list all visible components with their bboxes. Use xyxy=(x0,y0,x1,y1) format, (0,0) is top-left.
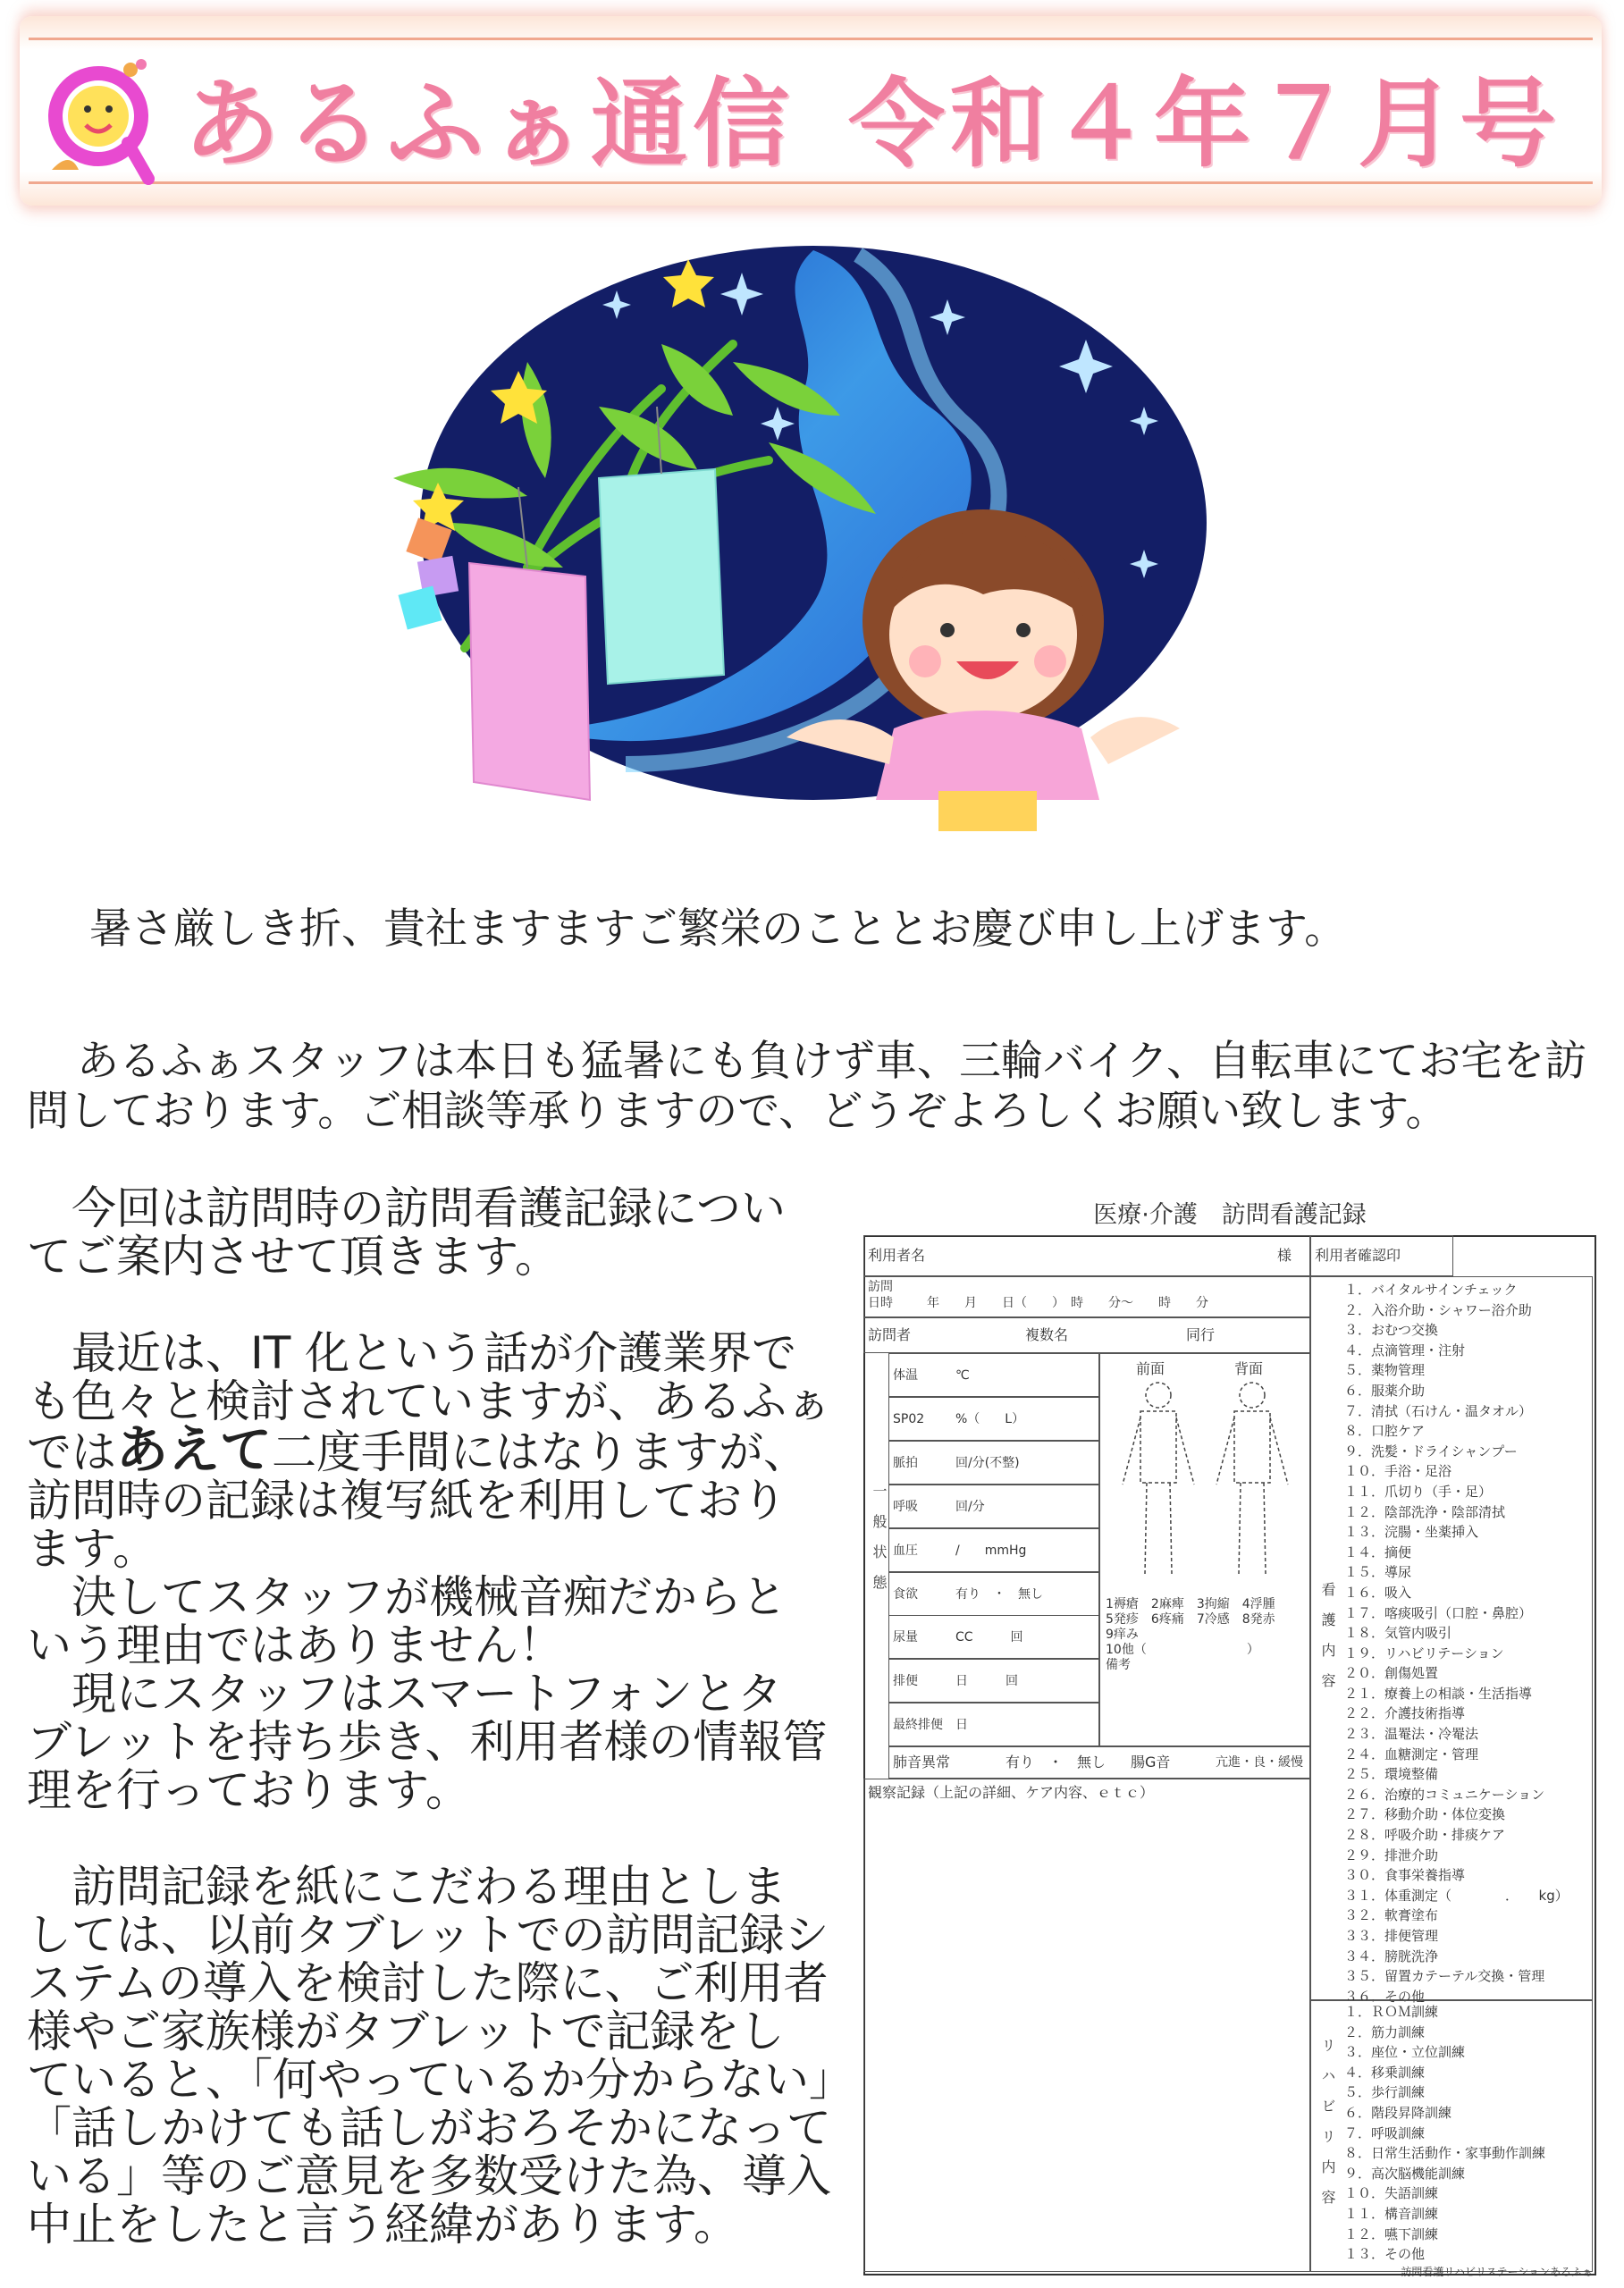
rehab-label: リハビリ内容 xyxy=(1319,2038,1336,2220)
nursing-item: ７．清拭（石けん・温タオル） xyxy=(1344,1402,1533,1419)
vital-row xyxy=(888,1572,1099,1616)
rehab-item: ３．座位・立位訓練 xyxy=(1344,2044,1466,2061)
rehab-item: ６．階段昇降訓練 xyxy=(1344,2104,1452,2121)
nursing-item: ４．点滴管理・注射 xyxy=(1344,1342,1466,1358)
body-line: 様やご家族様がタブレットで記録をし xyxy=(27,2006,785,2057)
body-line: ていると、「何やっているか分からない」 xyxy=(27,2054,854,2106)
body-line: てご案内させて頂きます。 xyxy=(27,1231,560,1283)
nursing-item: １．バイタルサインチェック xyxy=(1344,1282,1518,1298)
form-title: 医療·介護 訪問看護記録 xyxy=(1093,1201,1367,1229)
body-line: も色々と検討されていますが、あるふぁ xyxy=(27,1375,831,1427)
vital-label: 血圧 xyxy=(893,1543,918,1558)
newsletter-title: あるふぁ通信 令和４年７月号 xyxy=(183,68,1562,181)
nursing-item: １５．導尿 xyxy=(1344,1564,1412,1581)
vital-row xyxy=(888,1703,1099,1746)
emphasis-text: あえて xyxy=(116,1419,273,1480)
body-legend-line: 9痒み xyxy=(1106,1628,1139,1642)
vital-row xyxy=(888,1659,1099,1703)
visitor-row: 訪問者 複数名 同行 xyxy=(863,1317,1310,1353)
body-line: 訪問時の記録は複写紙を利用しており xyxy=(27,1475,787,1527)
body-legend-line: 5発疹 6疼痛 7冷感 8発赤 xyxy=(1106,1612,1275,1627)
nursing-item: ２０．創傷処置 xyxy=(1344,1665,1439,1682)
nursing-item: ２．入浴介助・シャワー浴介助 xyxy=(1344,1301,1532,1318)
nursing-item: ３５．留置カテーテル交換・管理 xyxy=(1344,1968,1545,1985)
vital-row xyxy=(888,1353,1099,1397)
vital-row xyxy=(888,1397,1099,1441)
nursing-item: ２４．血糖測定・管理 xyxy=(1344,1745,1479,1762)
body-line: 「話しかけても話しがおろそかになって xyxy=(27,2102,831,2154)
lung-sound-row: 肺音異常 有り ・ 無し 腸G音 亢進・良・緩慢 xyxy=(888,1746,1310,1779)
nursing-item: ６．服薬介助 xyxy=(1344,1382,1426,1399)
vital-label: 排便 xyxy=(893,1674,918,1689)
body-line: 最近は、IT 化という話が介護業界で xyxy=(27,1327,797,1379)
body-line: ではあえて二度手間にはなりますが、 xyxy=(27,1419,809,1480)
general-state-label: 一般状態 xyxy=(871,1484,888,1605)
nursing-item: １４．摘便 xyxy=(1344,1544,1412,1560)
nursing-item: ３１．体重測定（ ． kg） xyxy=(1344,1887,1569,1904)
vital-label: 脈拍 xyxy=(893,1455,918,1470)
nursing-item: ９．洗髪・ドライシャンプー xyxy=(1344,1443,1518,1459)
nursing-item: ２７．移動介助・体位変換 xyxy=(1344,1806,1506,1823)
nursing-label: 看護内容 xyxy=(1319,1582,1336,1703)
rehab-list xyxy=(1344,2002,1545,2265)
nursing-item: ３６．その他 xyxy=(1344,1988,1426,2005)
observation-box: 観察記録（上記の詳細、ケア内容、ｅｔｃ） xyxy=(863,1779,1310,2272)
vital-value: 日 回 xyxy=(955,1674,1018,1689)
body-column xyxy=(27,1182,854,2250)
vital-row xyxy=(888,1441,1099,1485)
nursing-item: ２１．療養上の相談・生活指導 xyxy=(1344,1685,1533,1702)
rehab-item: ７．呼吸訓練 xyxy=(1344,2124,1426,2141)
body-legend-line: 備考 xyxy=(1106,1658,1131,1672)
nursing-item: ３．おむつ交換 xyxy=(1344,1322,1439,1339)
vital-row xyxy=(888,1485,1099,1528)
vital-label: SP02 xyxy=(893,1411,925,1426)
vital-row xyxy=(888,1528,1099,1572)
nursing-item: １２．陰部洗浄・陰部清拭 xyxy=(1344,1503,1506,1520)
nursing-item: １１．爪切り（手・足） xyxy=(1344,1483,1493,1500)
nursing-item: ２９．排泄介助 xyxy=(1344,1846,1439,1863)
nursing-item: １８．気管内吸引 xyxy=(1344,1625,1452,1642)
vital-value: %（ L） xyxy=(955,1411,1025,1426)
banner-top-line xyxy=(29,38,1593,40)
vital-value: CC 回 xyxy=(955,1630,1023,1645)
intro-text: あるふぁスタッフは本日も猛暑にも負けず車、三輪バイク、自転車にてお宅を訪問しております。ご相談等承りますので、どうぞよろしくお願い致します。 xyxy=(27,1037,1587,1136)
body-line: しては、以前タブレットでの訪問記録シ xyxy=(27,1909,829,1961)
rehab-item: １１．構音訓練 xyxy=(1344,2205,1439,2222)
rehab-item: １３．その他 xyxy=(1344,2246,1426,2263)
rehab-item: １２．嚥下訓練 xyxy=(1344,2225,1439,2242)
body-legend-line: 1褥瘡 2麻痺 3拘縮 4浮腫 xyxy=(1106,1597,1275,1611)
visit-date-row: 訪問日時 年 月 日（ ） 時 分～ 時 分 xyxy=(863,1276,1310,1317)
greeting-text: 暑さ厳しき折、貴社ますますご繁栄のこととお慶び申し上げます。 xyxy=(89,904,1347,954)
nursing-item: ２５．環境整備 xyxy=(1344,1766,1439,1783)
nursing-item: １０．手浴・足浴 xyxy=(1344,1463,1452,1480)
body-line: 中止をしたと言う経緯があります。 xyxy=(27,2199,738,2250)
body-line: ブレットを持ち歩き、利用者様の情報管 xyxy=(27,1716,828,1768)
nursing-list xyxy=(1344,1280,1569,2006)
nursing-item: １３．浣腸・坐薬挿入 xyxy=(1344,1524,1479,1541)
rehab-item: １０．失語訓練 xyxy=(1344,2185,1439,2202)
form-footer: 訪問看護リハビリステーションあるふぁ xyxy=(1401,2266,1593,2278)
vital-value: 有り ・ 無し xyxy=(955,1586,1043,1602)
body-legend-line: 10他（ ） xyxy=(1106,1643,1259,1657)
nursing-item: ２３．温罨法・冷罨法 xyxy=(1344,1726,1479,1743)
confirm-stamp-cell: 利用者確認印 xyxy=(1310,1235,1453,1276)
nursing-item: ８．口腔ケア xyxy=(1344,1423,1426,1440)
body-line: 現にスタッフはスマートフォンとタ xyxy=(27,1668,782,1720)
nursing-item: ５．薬物管理 xyxy=(1344,1362,1426,1379)
nursing-item: ３３．排便管理 xyxy=(1344,1928,1439,1944)
rehab-item: ２．筋力訓練 xyxy=(1344,2023,1426,2040)
rehab-item: １．ＲＯＭ訓練 xyxy=(1344,2004,1439,2020)
tanabata-illustration xyxy=(393,228,1287,845)
nursing-item: ３０．食事栄養指導 xyxy=(1344,1867,1466,1884)
body-line: 決してスタッフが機械音痴だからと xyxy=(27,1571,787,1623)
body-figure-icon xyxy=(1109,1377,1301,1592)
nursing-record-form xyxy=(863,1198,1596,2279)
vital-label: 尿量 xyxy=(893,1630,918,1645)
vital-value: / mmHg xyxy=(955,1543,1027,1558)
nursing-item: ３４．膀胱洗浄 xyxy=(1344,1947,1439,1964)
vital-label: 最終排便 xyxy=(893,1718,943,1733)
body-line: ステムの導入を検討した際に、ご利用者 xyxy=(27,1957,829,2009)
vital-value: 日 xyxy=(955,1718,968,1733)
vital-label: 呼吸 xyxy=(893,1499,918,1514)
nursing-item: ２８．呼吸介助・排痰ケア xyxy=(1344,1827,1506,1844)
nursing-item: ３２．軟膏塗布 xyxy=(1344,1907,1439,1924)
body-line: 理を行っております。 xyxy=(27,1764,470,1816)
body-line: 今回は訪問時の訪問看護記録につい xyxy=(27,1182,786,1234)
body-line: 訪問記録を紙にこだわる理由としま xyxy=(27,1861,787,1913)
vital-value: 回/分(不整) xyxy=(955,1455,1020,1470)
user-name-cell: 利用者名 様 xyxy=(863,1235,1310,1276)
rehab-item: ４．移乗訓練 xyxy=(1344,2064,1426,2081)
vital-label: 体温 xyxy=(893,1368,918,1383)
nursing-item: ２６．治療的コミュニケーション xyxy=(1344,1786,1545,1803)
vital-value: ℃ xyxy=(955,1368,970,1383)
vital-value: 回/分 xyxy=(955,1499,985,1514)
nursing-item: ２２．介護技術指導 xyxy=(1344,1705,1466,1722)
body-line: いる」等のご意見を多数受けた為、導入 xyxy=(27,2150,831,2202)
alpha-logo-icon xyxy=(43,45,159,188)
nursing-item: １６．吸入 xyxy=(1344,1584,1412,1601)
nursing-item: １７．喀痰吸引（口腔・鼻腔） xyxy=(1344,1604,1533,1621)
rehab-item: ９．高次脳機能訓練 xyxy=(1344,2165,1466,2182)
vital-label: 食欲 xyxy=(893,1586,918,1602)
rehab-item: ５．歩行訓練 xyxy=(1344,2084,1426,2101)
body-line: いう理由ではありません！ xyxy=(27,1619,563,1671)
nursing-item: １９．リハビリテーション xyxy=(1344,1644,1504,1661)
body-chart: 前面 背面 1褥瘡 2麻痺 3拘縮 4浮腫 5発疹 6疼痛 7冷感 8発赤 9痒み 10他（ ） 備考 xyxy=(1099,1353,1310,1746)
rehab-item: ８．日常生活動作・家事動作訓練 xyxy=(1344,2145,1546,2162)
vital-row xyxy=(888,1615,1099,1659)
body-line: ます。 xyxy=(27,1523,157,1575)
